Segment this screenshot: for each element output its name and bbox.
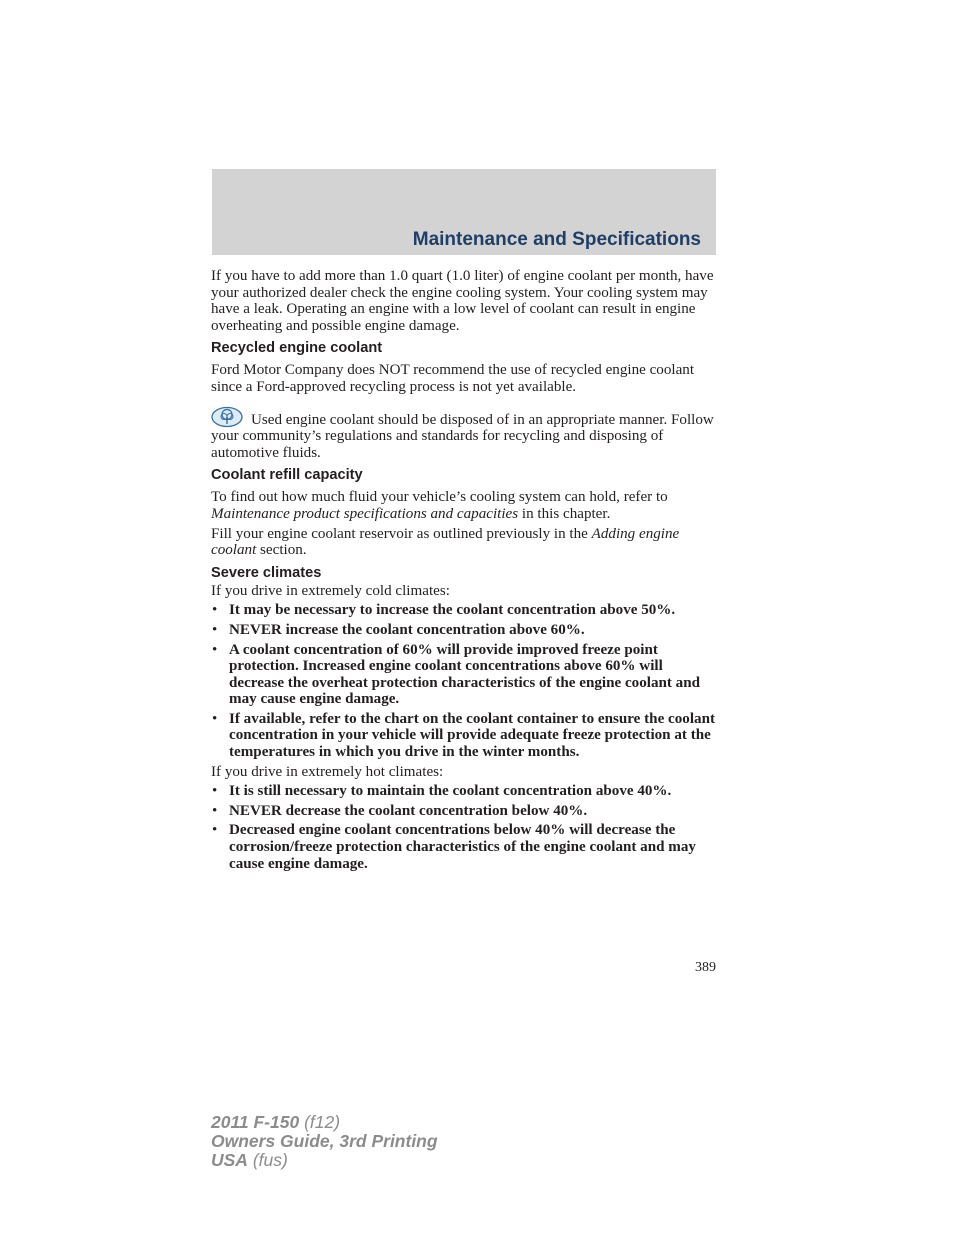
recycled-coolant-heading: Recycled engine coolant: [211, 340, 383, 357]
footer-guide-line: Owners Guide, 3rd Printing: [211, 1131, 438, 1151]
section-header-band: [212, 169, 716, 255]
severe-climates-heading: Severe climates: [211, 564, 322, 581]
list-item: • If available, refer to the chart on the coolant container to ensure the coolant concentration in your vehicle will provide adequate freeze protection at the temperatures in which you drive in the winter months.: [212, 710, 716, 761]
list-item: • NEVER decrease the coolant concentration below 40%.: [212, 802, 588, 819]
page-number: 389: [695, 960, 716, 975]
cold-climates-intro: If you drive in extremely cold climates:: [211, 582, 450, 599]
environment-tree-icon: [211, 406, 243, 428]
page-content: [211, 268, 716, 875]
fill-reservoir-paragraph: Fill your engine coolant reservoir as outlined previously in the Adding engine coolant section.: [211, 525, 680, 559]
list-item: • Decreased engine coolant concentrations below 40% will decrease the corrosion/freeze protection characteristics of the engine coolant and may cause engine damage.: [212, 822, 696, 872]
list-item: • NEVER increase the coolant concentration above 60%.: [212, 621, 585, 638]
environment-note: [211, 406, 716, 462]
hot-climates-intro: If you drive in extremely hot climates:: [211, 763, 444, 780]
cold-climates-list: [211, 602, 716, 760]
refill-capacity-heading: Coolant refill capacity: [211, 467, 363, 484]
list-item: • It is still necessary to maintain the coolant concentration above 40%.: [212, 783, 672, 800]
recycled-coolant-paragraph: Ford Motor Company does NOT recommend the use of recycled engine coolant since a Ford-approved recycling process is not yet available.: [211, 362, 695, 395]
footer-region-line: USA (fus): [211, 1150, 288, 1170]
list-item: • It may be necessary to increase the coolant concentration above 50%.: [212, 602, 676, 619]
refill-capacity-paragraph: To find out how much fluid your vehicle’s cooling system can hold, refer to Maintenance product specifications and capacities in this chapter.: [211, 489, 668, 522]
adding-coolant-reference: Adding engine coolant: [211, 525, 680, 559]
section-title: Maintenance and Specifications: [412, 229, 701, 250]
environment-note-text: Used engine coolant should be disposed of in an appropriate manner. Follow your community’s regulations and standards for recycling and disposing of automotive fluids.: [211, 411, 714, 461]
specifications-reference: Maintenance product specifications and capacities: [211, 505, 519, 522]
intro-paragraph: If you have to add more than 1.0 quart (1.0 liter) of engine coolant per month, have your authorized dealer check the engine cooling system. Your cooling system may have a leak. Operating an engine with a low level of coolant can result in engine overheating and possible engine damage.: [211, 268, 714, 334]
document-footer: [211, 1113, 438, 1170]
hot-climates-list: [211, 783, 716, 872]
footer-model-line: 2011 F-150 (f12): [211, 1112, 341, 1132]
list-item: • A coolant concentration of 60% will provide improved freeze point protection. Increased engine coolant concentrations above 60% will decrease the overheat protection characteristics of the engine coolant and may cause engine damage.: [212, 641, 701, 708]
